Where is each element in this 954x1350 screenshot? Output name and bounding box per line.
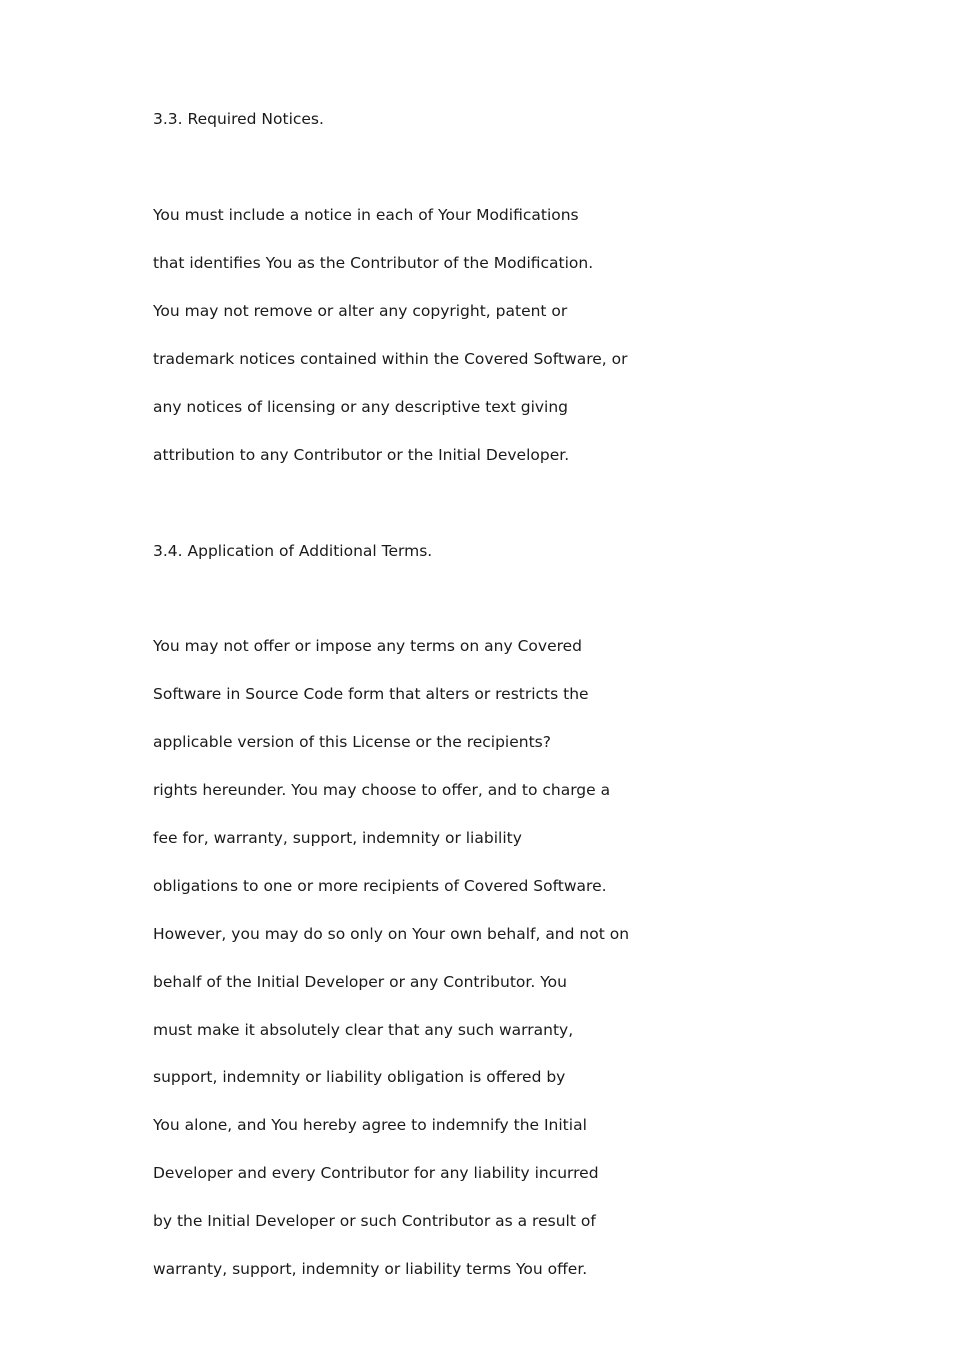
paragraph-line: by the Initial Developer or such Contributor as a result of	[153, 1212, 596, 1230]
section-heading-3-3: 3.3. Required Notices.	[153, 110, 324, 128]
paragraph-line: attribution to any Contributor or the Initial Developer.	[153, 446, 570, 464]
paragraph-line: behalf of the Initial Developer or any Contributor. You	[153, 973, 567, 991]
paragraph-line: You may not offer or impose any terms on any Covered	[153, 637, 583, 655]
paragraph-line: However, you may do so only on Your own behalf, and not on	[153, 925, 630, 943]
section-heading-3-4: 3.4. Application of Additional Terms.	[153, 542, 433, 560]
paragraph-line: trademark notices contained within the Covered Software, or	[153, 350, 628, 368]
paragraph-line: warranty, support, indemnity or liability terms You offer.	[153, 1260, 588, 1278]
paragraph-line: Software in Source Code form that alters or restricts the	[153, 685, 589, 703]
paragraph-line: any notices of licensing or any descriptive text giving	[153, 398, 569, 416]
paragraph-line: rights hereunder. You may choose to offer, and to charge a	[153, 781, 611, 799]
paragraph-line: obligations to one or more recipients of Covered Software.	[153, 877, 607, 895]
paragraph-line: Developer and every Contributor for any liability incurred	[153, 1164, 599, 1182]
paragraph-line: You may not remove or alter any copyright, patent or	[153, 302, 568, 320]
paragraph-line: that identifies You as the Contributor of the Modification.	[153, 254, 594, 272]
paragraph-line: You alone, and You hereby agree to indemnify the Initial	[153, 1116, 587, 1134]
paragraph-line: must make it absolutely clear that any such warranty,	[153, 1021, 574, 1039]
paragraph-line: support, indemnity or liability obligation is offered by	[153, 1068, 566, 1086]
paragraph-line: applicable version of this License or the recipients?	[153, 733, 551, 751]
paragraph-line: You must include a notice in each of Your Modifications	[153, 206, 579, 224]
paragraph-line: fee for, warranty, support, indemnity or liability	[153, 829, 522, 847]
